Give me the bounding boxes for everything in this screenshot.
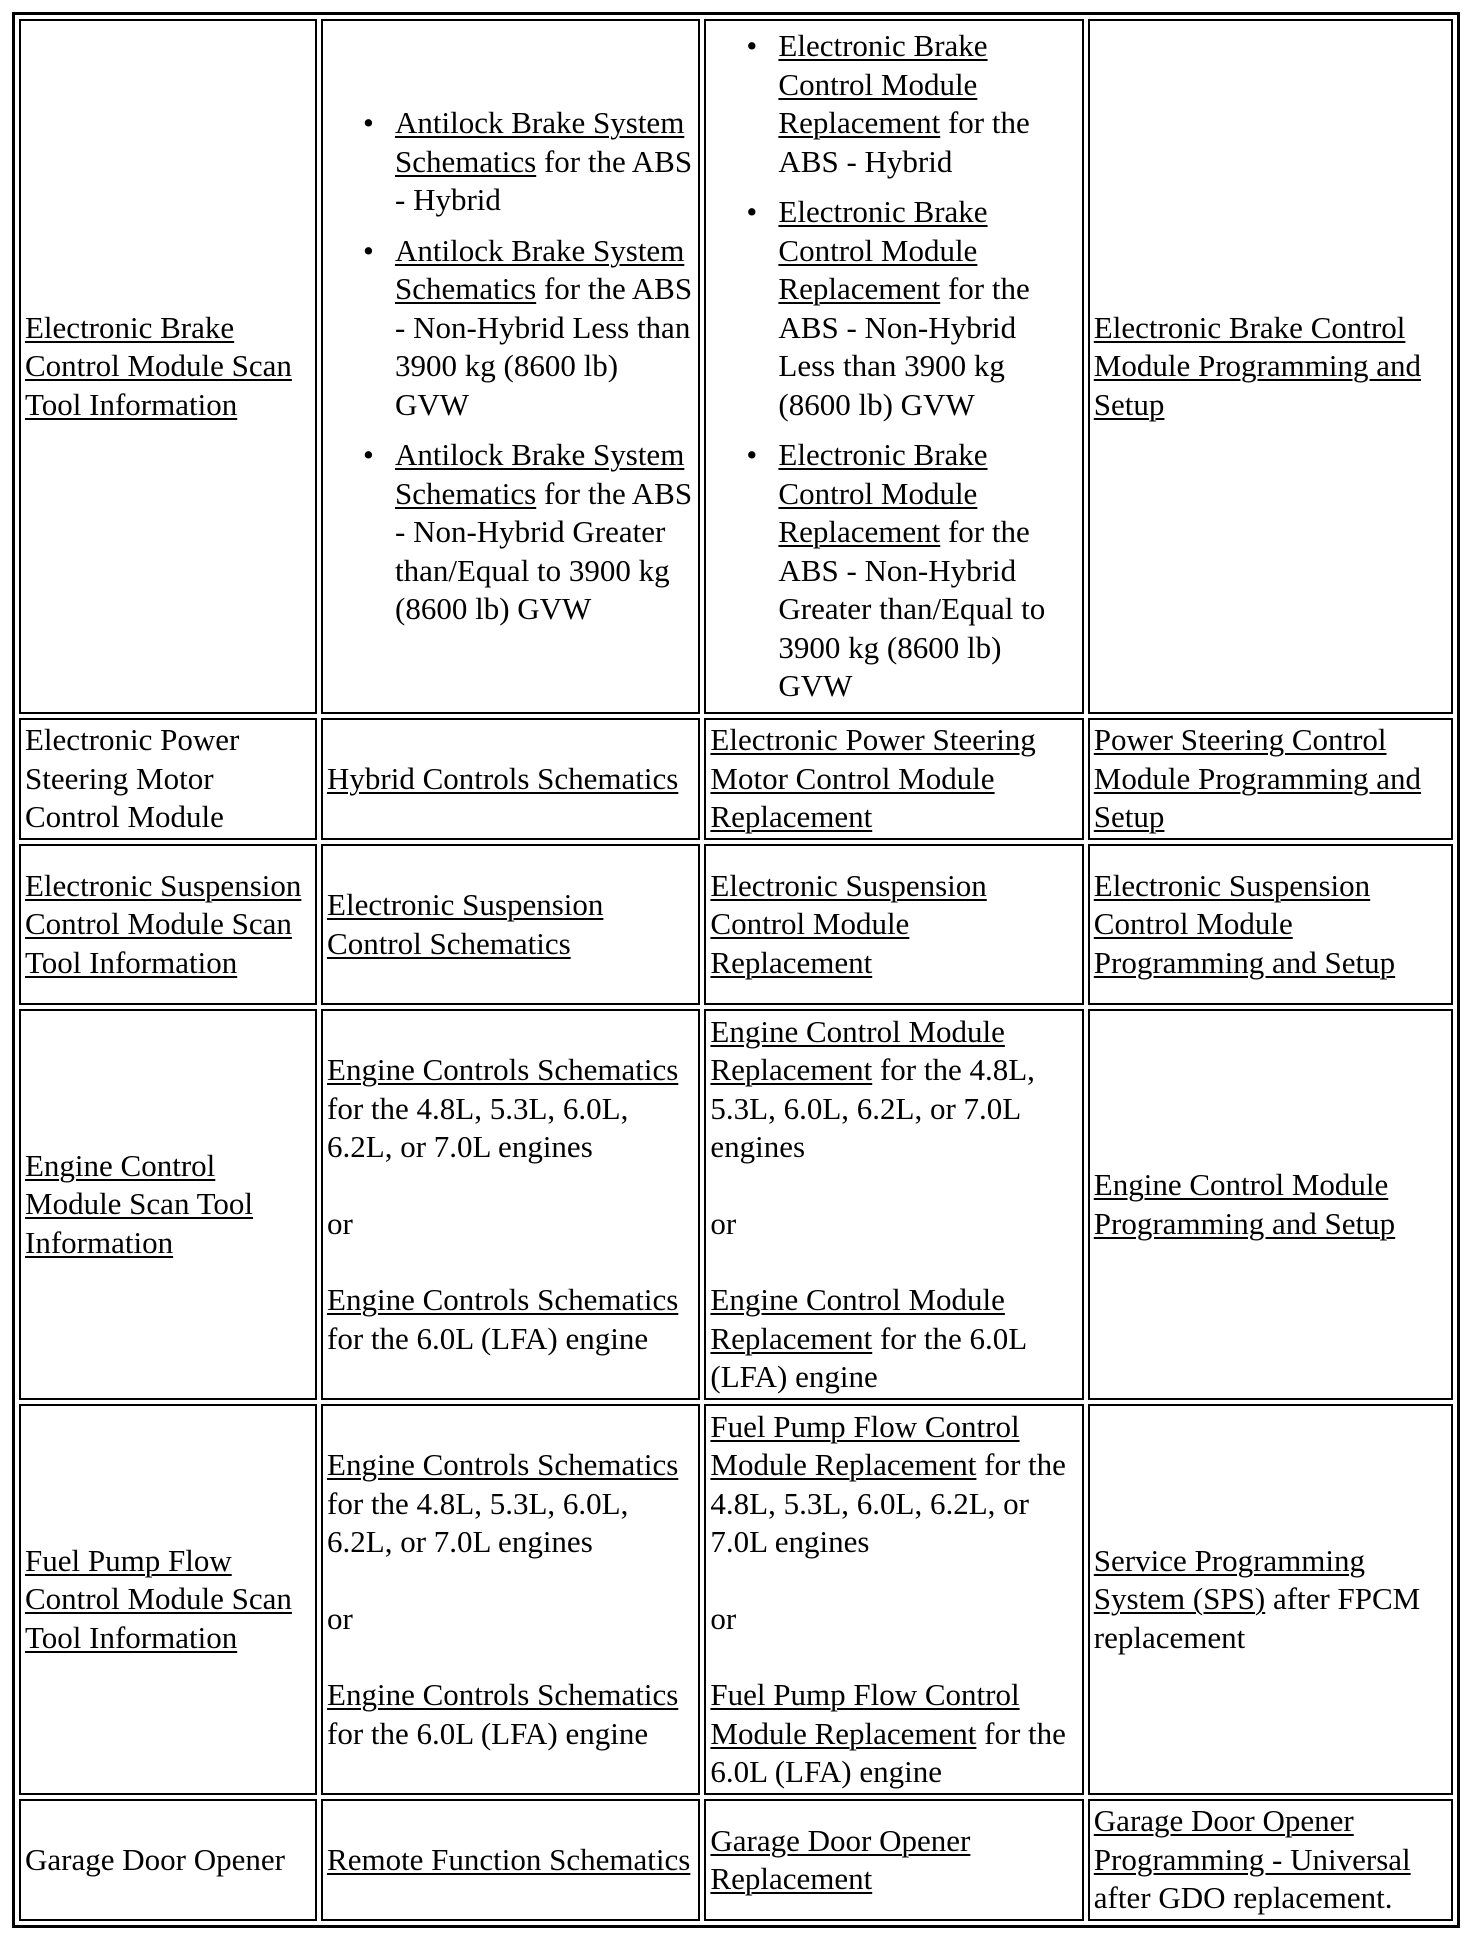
module-cell	[19, 1799, 317, 1921]
replacement-cell	[704, 844, 1083, 1005]
replacement-option-a	[710, 1408, 1077, 1562]
replacement-link[interactable]: Engine Control Module Replacement	[710, 1013, 1005, 1087]
or-separator: or	[327, 1205, 353, 1241]
link-suffix: for the ABS - Non-Hybrid Less than 3900 kg (8600 lb) GVW	[778, 271, 1030, 422]
list-item	[395, 104, 694, 220]
schematics-cell	[321, 1799, 700, 1921]
replacement-option-b	[710, 1281, 1077, 1397]
link-suffix: for the 6.0L (LFA) engine	[327, 1320, 649, 1356]
table-row	[19, 844, 1453, 1005]
replacement-option-b	[710, 1676, 1077, 1792]
table-row	[19, 718, 1453, 840]
schematics-cell	[321, 19, 700, 714]
replacement-link[interactable]: Electronic Brake Control Module Replacement	[778, 28, 988, 141]
table-row	[19, 19, 1453, 714]
replacement-option-a	[710, 1013, 1077, 1167]
list-item	[778, 193, 1077, 424]
replacement-link[interactable]: Electronic Suspension Control Module Replacement	[710, 867, 987, 980]
programming-cell	[1088, 718, 1453, 840]
schematics-link[interactable]: Remote Function Schematics	[327, 1841, 691, 1877]
list-item	[395, 232, 694, 425]
replacement-link[interactable]: Electronic Power Steering Motor Control Module Replacement	[710, 722, 1036, 835]
replacement-cell	[704, 718, 1083, 840]
list-item	[395, 436, 694, 629]
schematics-link[interactable]: Antilock Brake System Schematics	[395, 232, 685, 307]
programming-link[interactable]: Electronic Suspension Control Module Programming and Setup	[1093, 867, 1396, 980]
link-suffix: after FPCM replacement	[1093, 1581, 1421, 1655]
link-suffix: for the 4.8L, 5.3L, 6.0L, 6.2L, or 7.0L engines	[710, 1447, 1066, 1559]
programming-cell	[1088, 1009, 1453, 1400]
link-suffix: for the 4.8L, 5.3L, 6.0L, 6.2L, or 7.0L engines	[327, 1090, 629, 1164]
programming-link[interactable]: Engine Control Module Programming and Setup	[1093, 1167, 1396, 1241]
module-cell	[19, 844, 317, 1005]
or-separator: or	[710, 1205, 737, 1241]
link-suffix: after GDO replacement.	[1093, 1880, 1393, 1916]
schematics-link[interactable]: Engine Controls Schematics	[327, 1052, 679, 1087]
schematics-link[interactable]: Engine Controls Schematics	[327, 1447, 679, 1482]
schematics-link[interactable]: Hybrid Controls Schematics	[327, 760, 679, 796]
programming-cell	[1088, 1799, 1453, 1921]
schematics-cell	[321, 1404, 700, 1795]
schematics-option-a	[327, 1446, 694, 1562]
link-suffix: for the ABS - Hybrid	[395, 143, 693, 218]
schematics-link[interactable]: Engine Controls Schematics	[327, 1282, 679, 1317]
module-table	[12, 12, 1460, 1928]
schematics-option-b	[327, 1281, 694, 1358]
table-row	[19, 1799, 1453, 1921]
table-row	[19, 1009, 1453, 1400]
link-suffix: for the 4.8L, 5.3L, 6.0L, 6.2L, or 7.0L engines	[327, 1485, 629, 1559]
schematics-cell	[321, 1009, 700, 1400]
schematics-cell	[321, 844, 700, 1005]
link-suffix: for the ABS - Hybrid	[778, 105, 1030, 179]
module-cell	[19, 19, 317, 714]
link-suffix: for the 6.0L (LFA) engine	[327, 1715, 649, 1751]
schematics-link[interactable]: Engine Controls Schematics	[327, 1677, 679, 1712]
programming-link[interactable]: Power Steering Control Module Programming and Setup	[1093, 722, 1421, 835]
table-row	[19, 1404, 1453, 1795]
replacement-link[interactable]: Fuel Pump Flow Control Module Replacement	[710, 1677, 1020, 1751]
link-suffix: for the 6.0L (LFA) engine	[710, 1715, 1066, 1789]
list-item	[778, 436, 1077, 706]
link-suffix: for the 4.8L, 5.3L, 6.0L, 6.2L, or 7.0L engines	[710, 1052, 1035, 1164]
link-suffix: for the ABS - Non-Hybrid Greater than/Equal to 3900 kg (8600 lb) GVW	[778, 514, 1046, 704]
module-cell	[19, 1009, 317, 1400]
schematics-link[interactable]: Antilock Brake System Schematics	[395, 437, 685, 511]
module-label: Garage Door Opener	[25, 1841, 285, 1877]
schematics-link[interactable]: Antilock Brake System Schematics	[395, 105, 685, 179]
schematics-list	[327, 104, 694, 629]
replacement-cell	[704, 1009, 1083, 1400]
programming-cell	[1088, 844, 1453, 1005]
module-cell	[19, 1404, 317, 1795]
replacement-link[interactable]: Garage Door Opener Replacement	[710, 1822, 971, 1896]
replacement-link[interactable]: Electronic Brake Control Module Replacement	[778, 194, 988, 307]
module-link[interactable]: Fuel Pump Flow Control Module Scan Tool Information	[25, 1542, 292, 1655]
link-suffix: for the ABS - Non-Hybrid Less than 3900 kg (8600 lb) GVW	[395, 271, 693, 422]
programming-cell	[1088, 1404, 1453, 1795]
replacement-cell	[704, 1404, 1083, 1795]
replacement-cell	[704, 19, 1083, 714]
schematics-link[interactable]: Electronic Suspension Control Schematics	[327, 887, 604, 961]
replacement-link[interactable]: Engine Control Module Replacement	[710, 1282, 1005, 1356]
programming-cell	[1088, 19, 1453, 714]
programming-link[interactable]: Electronic Brake Control Module Programming and Setup	[1093, 309, 1421, 422]
schematics-option-b	[327, 1676, 694, 1753]
replacement-link[interactable]: Electronic Brake Control Module Replacement	[778, 437, 988, 550]
replacement-cell	[704, 1799, 1083, 1921]
module-cell	[19, 718, 317, 840]
schematics-option-a	[327, 1051, 694, 1167]
module-link[interactable]: Electronic Brake Control Module Scan Tool Information	[25, 309, 292, 422]
or-separator: or	[327, 1600, 353, 1636]
module-label: Electronic Power Steering Motor Control Module	[25, 722, 240, 835]
link-suffix: for the ABS - Non-Hybrid Greater than/Equal to 3900 kg (8600 lb) GVW	[395, 475, 693, 627]
replacement-link[interactable]: Fuel Pump Flow Control Module Replacement	[710, 1408, 1020, 1482]
programming-link[interactable]: Service Programming System (SPS)	[1093, 1542, 1365, 1617]
module-link[interactable]: Electronic Suspension Control Module Scan Tool Information	[25, 867, 302, 980]
link-suffix: for the 6.0L (LFA) engine	[710, 1320, 1027, 1394]
schematics-cell	[321, 718, 700, 840]
programming-link[interactable]: Garage Door Opener Programming - Universal	[1093, 1803, 1411, 1877]
list-item	[778, 27, 1077, 181]
replacement-list	[710, 27, 1077, 706]
or-separator: or	[710, 1600, 737, 1636]
module-link[interactable]: Engine Control Module Scan Tool Information	[25, 1147, 254, 1260]
